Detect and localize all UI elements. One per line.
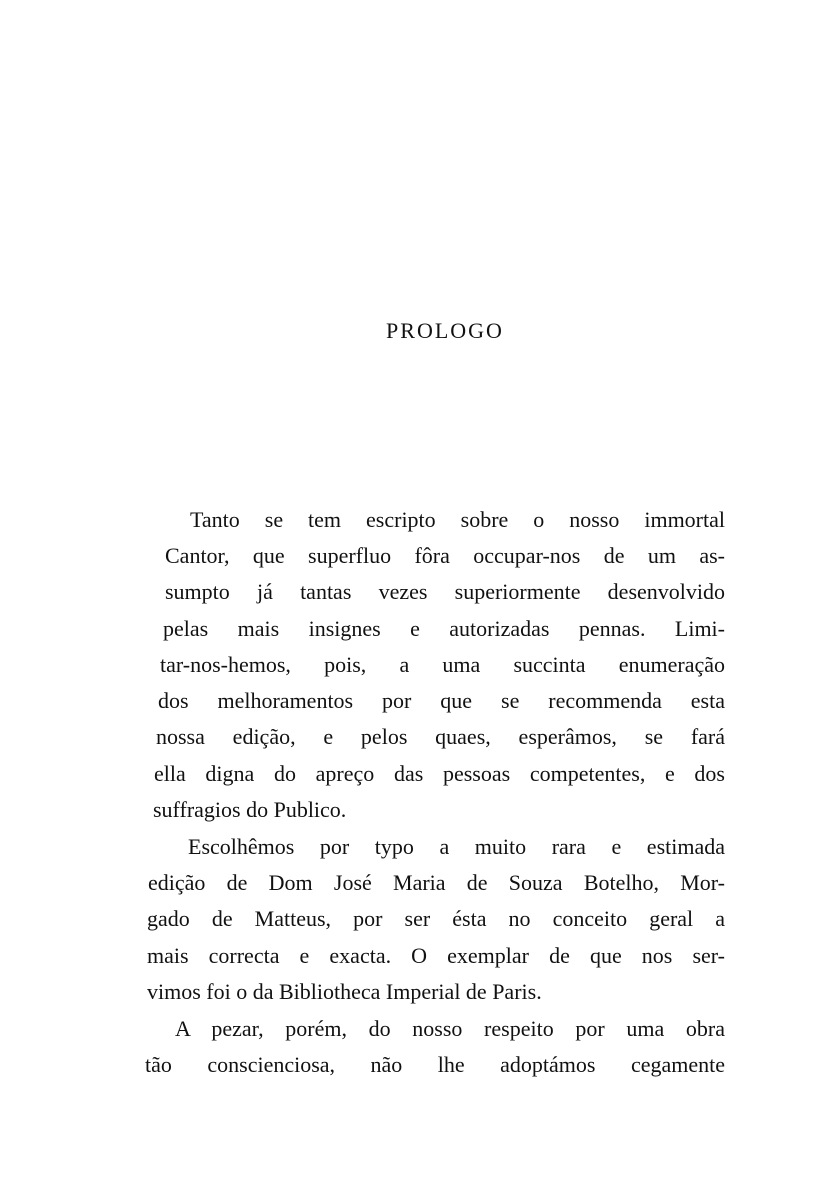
text-line: sumpto já tantas vezes superiormente desenvolvido — [165, 579, 725, 604]
text-line: dos melhoramentos por que se recommenda esta — [158, 688, 725, 713]
text-line: gado de Matteus, por ser ésta no conceito geral a — [147, 906, 725, 931]
text-line: tão conscienciosa, não lhe adoptámos cegamente — [145, 1052, 725, 1077]
text-line: A pezar, porém, do nosso respeito por uma obra — [175, 1016, 725, 1041]
text-line: suffragios do Publico. — [153, 797, 347, 822]
text-line: edição de Dom José Maria de Souza Botelho, Mor- — [148, 870, 725, 895]
text-line: nossa edição, e pelos quaes, esperâmos, se fará — [156, 724, 725, 749]
text-line: mais correcta e exacta. O exemplar de que nos ser- — [147, 943, 725, 968]
text-line: pelas mais insignes e autorizadas pennas. Limi- — [163, 616, 725, 641]
page-heading: PROLOGO — [386, 318, 504, 343]
text-line: Escolhêmos por typo a muito rara e estimada — [188, 834, 725, 859]
text-line: tar-nos-hemos, pois, a uma succinta enumeração — [160, 652, 725, 677]
text-line: Cantor, que superfluo fôra occupar-nos de um as- — [165, 543, 725, 568]
text-line: ella digna do apreço das pessoas competentes, e dos — [154, 761, 725, 786]
text-line: vimos foi o da Bibliotheca Imperial de Paris. — [147, 979, 542, 1004]
text-line: Tanto se tem escripto sobre o nosso immortal — [190, 507, 725, 532]
